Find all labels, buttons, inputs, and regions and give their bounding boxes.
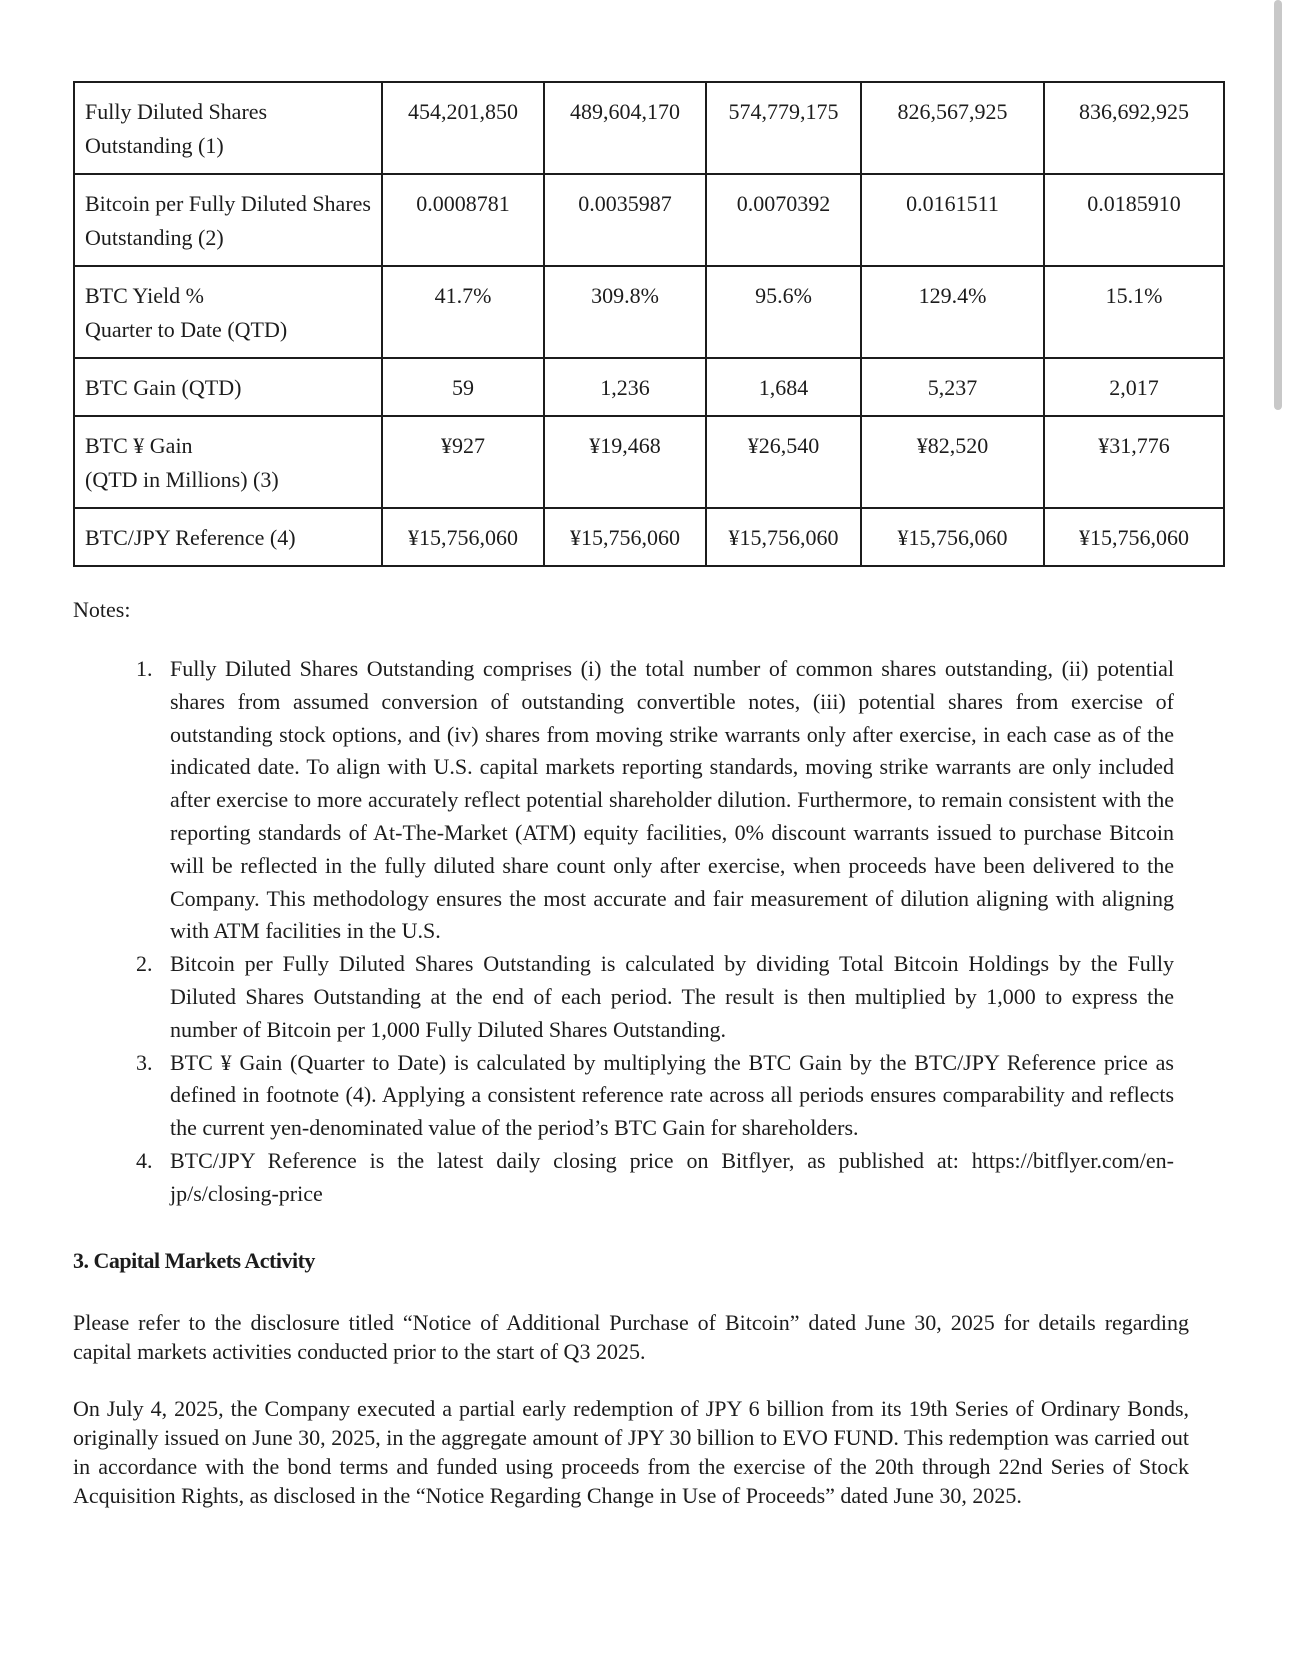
table-cell: 0.0185910 [1044, 174, 1224, 266]
table-cell: ¥15,756,060 [1044, 508, 1224, 566]
table-cell: 0.0035987 [544, 174, 706, 266]
row-label: Bitcoin per Fully Diluted Shares Outstanding (2) [74, 174, 382, 266]
table-row [74, 358, 1224, 416]
table-row [74, 416, 1224, 508]
table-cell: 836,692,925 [1044, 82, 1224, 174]
table-cell: 5,237 [861, 358, 1044, 416]
note-item: 4. BTC/JPY Reference is the latest daily closing price on Bitflyer, as published at: https://bitflyer.com/en-jp/s/closing-price [158, 1145, 1174, 1211]
table-cell: 41.7% [382, 266, 544, 358]
document-page [73, 81, 1223, 1510]
row-label: BTC/JPY Reference (4) [74, 508, 382, 566]
table-cell: 309.8% [544, 266, 706, 358]
table-row [74, 174, 1224, 266]
btc-metrics-table [73, 81, 1225, 567]
table-cell: 574,779,175 [706, 82, 861, 174]
row-label-line: BTC ¥ Gain [85, 433, 193, 458]
table-cell: 1,236 [544, 358, 706, 416]
notes-heading: Notes: [73, 597, 131, 622]
row-label [74, 266, 382, 358]
note-item: 2. Bitcoin per Fully Diluted Shares Outstanding is calculated by dividing Total Bitcoin Holdings by the Fully Diluted Shares Outstanding at the end of each period. The result is then multiplied by 1,000 to express the number of Bitcoin per 1,000 Fully Diluted Shares Outstanding. [158, 948, 1174, 1046]
table-row [74, 82, 1224, 174]
table-row [74, 508, 1224, 566]
table-cell: ¥15,756,060 [706, 508, 861, 566]
table-cell: ¥19,468 [544, 416, 706, 508]
table-cell: 2,017 [1044, 358, 1224, 416]
table-cell: 95.6% [706, 266, 861, 358]
table-cell: 129.4% [861, 266, 1044, 358]
table-cell: ¥15,756,060 [544, 508, 706, 566]
row-label-line: (QTD in Millions) (3) [85, 467, 279, 492]
table-cell: ¥31,776 [1044, 416, 1224, 508]
table-cell: ¥927 [382, 416, 544, 508]
paragraph: On July 4, 2025, the Company executed a partial early redemption of JPY 6 billion from its 19th Series of Ordinary Bonds, originally issued on June 30, 2025, in the aggregate amount of JPY 30 billion to EVO FUND. This redemption was carried out in accordance with the bond terms and funded using proceeds from the exercise of the 20th through 22nd Series of Stock Acquisition Rights, as disclosed in the “Notice Regarding Change in Use of Proceeds” dated June 30, 2025. [73, 1395, 1189, 1508]
notes-list [73, 653, 1223, 1211]
table-cell: 489,604,170 [544, 82, 706, 174]
section-title: 3. Capital Markets Activity [73, 1247, 315, 1273]
table-cell: 454,201,850 [382, 82, 544, 174]
table-cell: 1,684 [706, 358, 861, 416]
note-item: 1. Fully Diluted Shares Outstanding comprises (i) the total number of common shares outstanding, (ii) potential shares from assumed conversion of outstanding convertible notes, (iii) potential shares from exercise of outstanding stock options, and (iv) shares from moving strike warrants only after exercise, in each case as of the indicated date. To align with U.S. capital markets reporting standards, moving strike warrants are only included after exercise to more accurately reflect potential shareholder dilution. Furthermore, to remain consistent with the reporting standards of At-The-Market (ATM) equity facilities, 0% discount warrants issued to purchase Bitcoin will be reflected in the fully diluted share count only after exercise, when proceeds have been delivered to the Company. This methodology ensures the most accurate and fair measurement of dilution aligning with aligning with ATM facilities in the U.S. [158, 653, 1174, 948]
table-cell: 826,567,925 [861, 82, 1044, 174]
table-cell: 59 [382, 358, 544, 416]
table-cell: 0.0070392 [706, 174, 861, 266]
table-row [74, 266, 1224, 358]
scrollbar-thumb[interactable] [1274, 0, 1282, 410]
row-label-line: BTC Yield % [85, 283, 204, 308]
row-label: Fully Diluted Shares Outstanding (1) [74, 82, 382, 174]
note-item: 3. BTC ¥ Gain (Quarter to Date) is calculated by multiplying the BTC Gain by the BTC/JPY Reference price as defined in footnote (4). Applying a consistent reference rate across all periods ensures comparability and reflects the current yen-denominated value of the period’s BTC Gain for shareholders. [158, 1047, 1174, 1145]
table-cell: ¥82,520 [861, 416, 1044, 508]
table-cell: ¥15,756,060 [382, 508, 544, 566]
row-label: BTC Gain (QTD) [74, 358, 382, 416]
table-cell: 15.1% [1044, 266, 1224, 358]
row-label-line: Quarter to Date (QTD) [85, 317, 288, 342]
table-cell: ¥15,756,060 [861, 508, 1044, 566]
table-cell: 0.0161511 [861, 174, 1044, 266]
table-cell: 0.0008781 [382, 174, 544, 266]
vertical-scrollbar[interactable] [1266, 0, 1290, 1668]
table-cell: ¥26,540 [706, 416, 861, 508]
row-label [74, 416, 382, 508]
paragraph: Please refer to the disclosure titled “Notice of Additional Purchase of Bitcoin” dated June 30, 2025 for details regarding capital markets activities conducted prior to the start of Q3 2025. [73, 1309, 1189, 1364]
